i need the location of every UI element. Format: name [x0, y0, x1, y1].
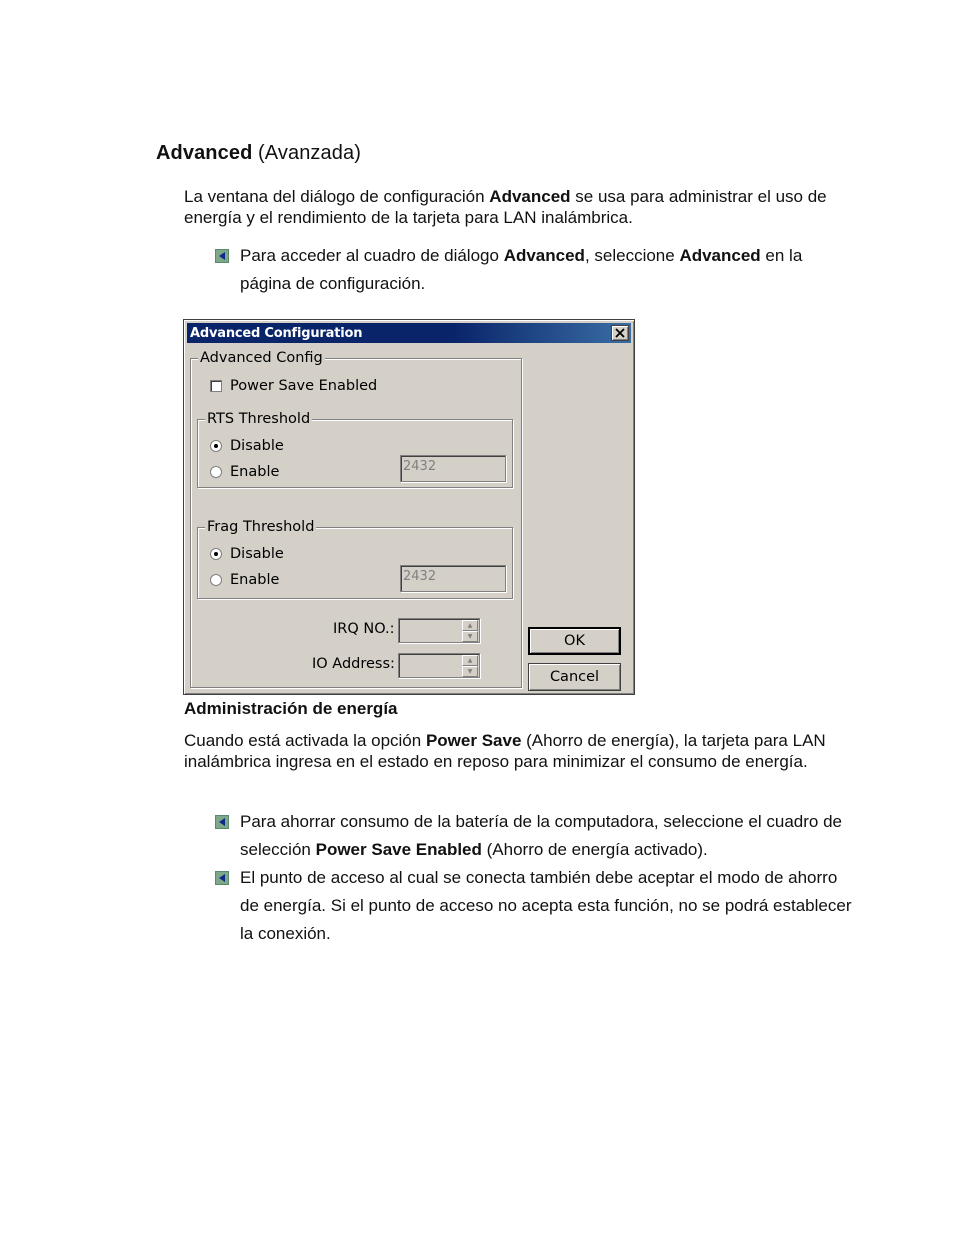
frag-disable-label: Disable — [230, 546, 284, 562]
io-address-spinner[interactable] — [462, 655, 478, 677]
power-save-checkbox[interactable] — [210, 380, 222, 392]
bullet-item: Para acceder al cuadro de diálogo Advanced, seleccione Advanced en la página de configuración. — [215, 242, 855, 298]
heading-bold: Advanced — [156, 142, 253, 164]
advanced-configuration-dialog — [183, 319, 635, 695]
cancel-button[interactable]: Cancel — [528, 663, 621, 691]
heading-rest: (Avanzada) — [252, 142, 361, 164]
spin-up-icon[interactable]: ▲ — [462, 620, 478, 631]
frag-disable-radio[interactable] — [210, 548, 222, 560]
frag-threshold-label: Frag Threshold — [207, 519, 315, 535]
section-heading — [156, 142, 361, 165]
advanced-config-label: Advanced Config — [200, 350, 323, 366]
frag-value-input[interactable]: 2432 — [400, 565, 506, 592]
bullet-icon — [215, 815, 229, 829]
bullet-icon — [215, 249, 229, 263]
bullet-item: Para ahorrar consumo de la batería de la computadora, seleccione el cuadro de selección Power Save Enabled (Ahorro de energía activado). — [215, 808, 855, 864]
spin-down-icon[interactable]: ▼ — [462, 666, 478, 677]
power-save-paragraph: Cuando está activada la opción Power Save (Ahorro de energía), la tarjeta para LAN inalámbrica ingresa en el estado en reposo para minimizar el consumo de energía. — [184, 731, 826, 771]
subheading-power-management: Administración de energía — [184, 699, 398, 718]
irq-label: IRQ NO.: — [333, 621, 395, 637]
dialog-titlebar — [187, 323, 631, 343]
rts-disable-label: Disable — [230, 438, 284, 454]
intro-paragraph: La ventana del diálogo de configuración Advanced se usa para administrar el uso de energía y el rendimiento de la tarjeta para LAN inalámbrica. — [184, 187, 827, 227]
irq-spinner[interactable] — [462, 620, 478, 642]
close-icon — [615, 328, 625, 338]
bullet-icon — [215, 871, 229, 885]
rts-disable-radio[interactable] — [210, 440, 222, 452]
spin-up-icon[interactable]: ▲ — [462, 655, 478, 666]
rts-enable-label: Enable — [230, 464, 280, 480]
dialog-title: Advanced Configuration — [190, 326, 363, 341]
frag-enable-radio[interactable] — [210, 574, 222, 586]
bullet-item: El punto de acceso al cual se conecta también debe aceptar el modo de ahorro de energía. Si el punto de acceso no acepta esta función, no se podrá establecer la conexión. — [215, 864, 855, 948]
rts-enable-radio[interactable] — [210, 466, 222, 478]
ok-button[interactable]: OK — [528, 627, 621, 655]
rts-threshold-label: RTS Threshold — [207, 411, 311, 427]
io-address-label: IO Address: — [312, 656, 395, 672]
rts-value-input[interactable]: 2432 — [400, 455, 506, 482]
close-button[interactable] — [611, 325, 629, 341]
power-save-label: Power Save Enabled — [230, 378, 378, 394]
spin-down-icon[interactable]: ▼ — [462, 631, 478, 642]
frag-enable-label: Enable — [230, 572, 280, 588]
